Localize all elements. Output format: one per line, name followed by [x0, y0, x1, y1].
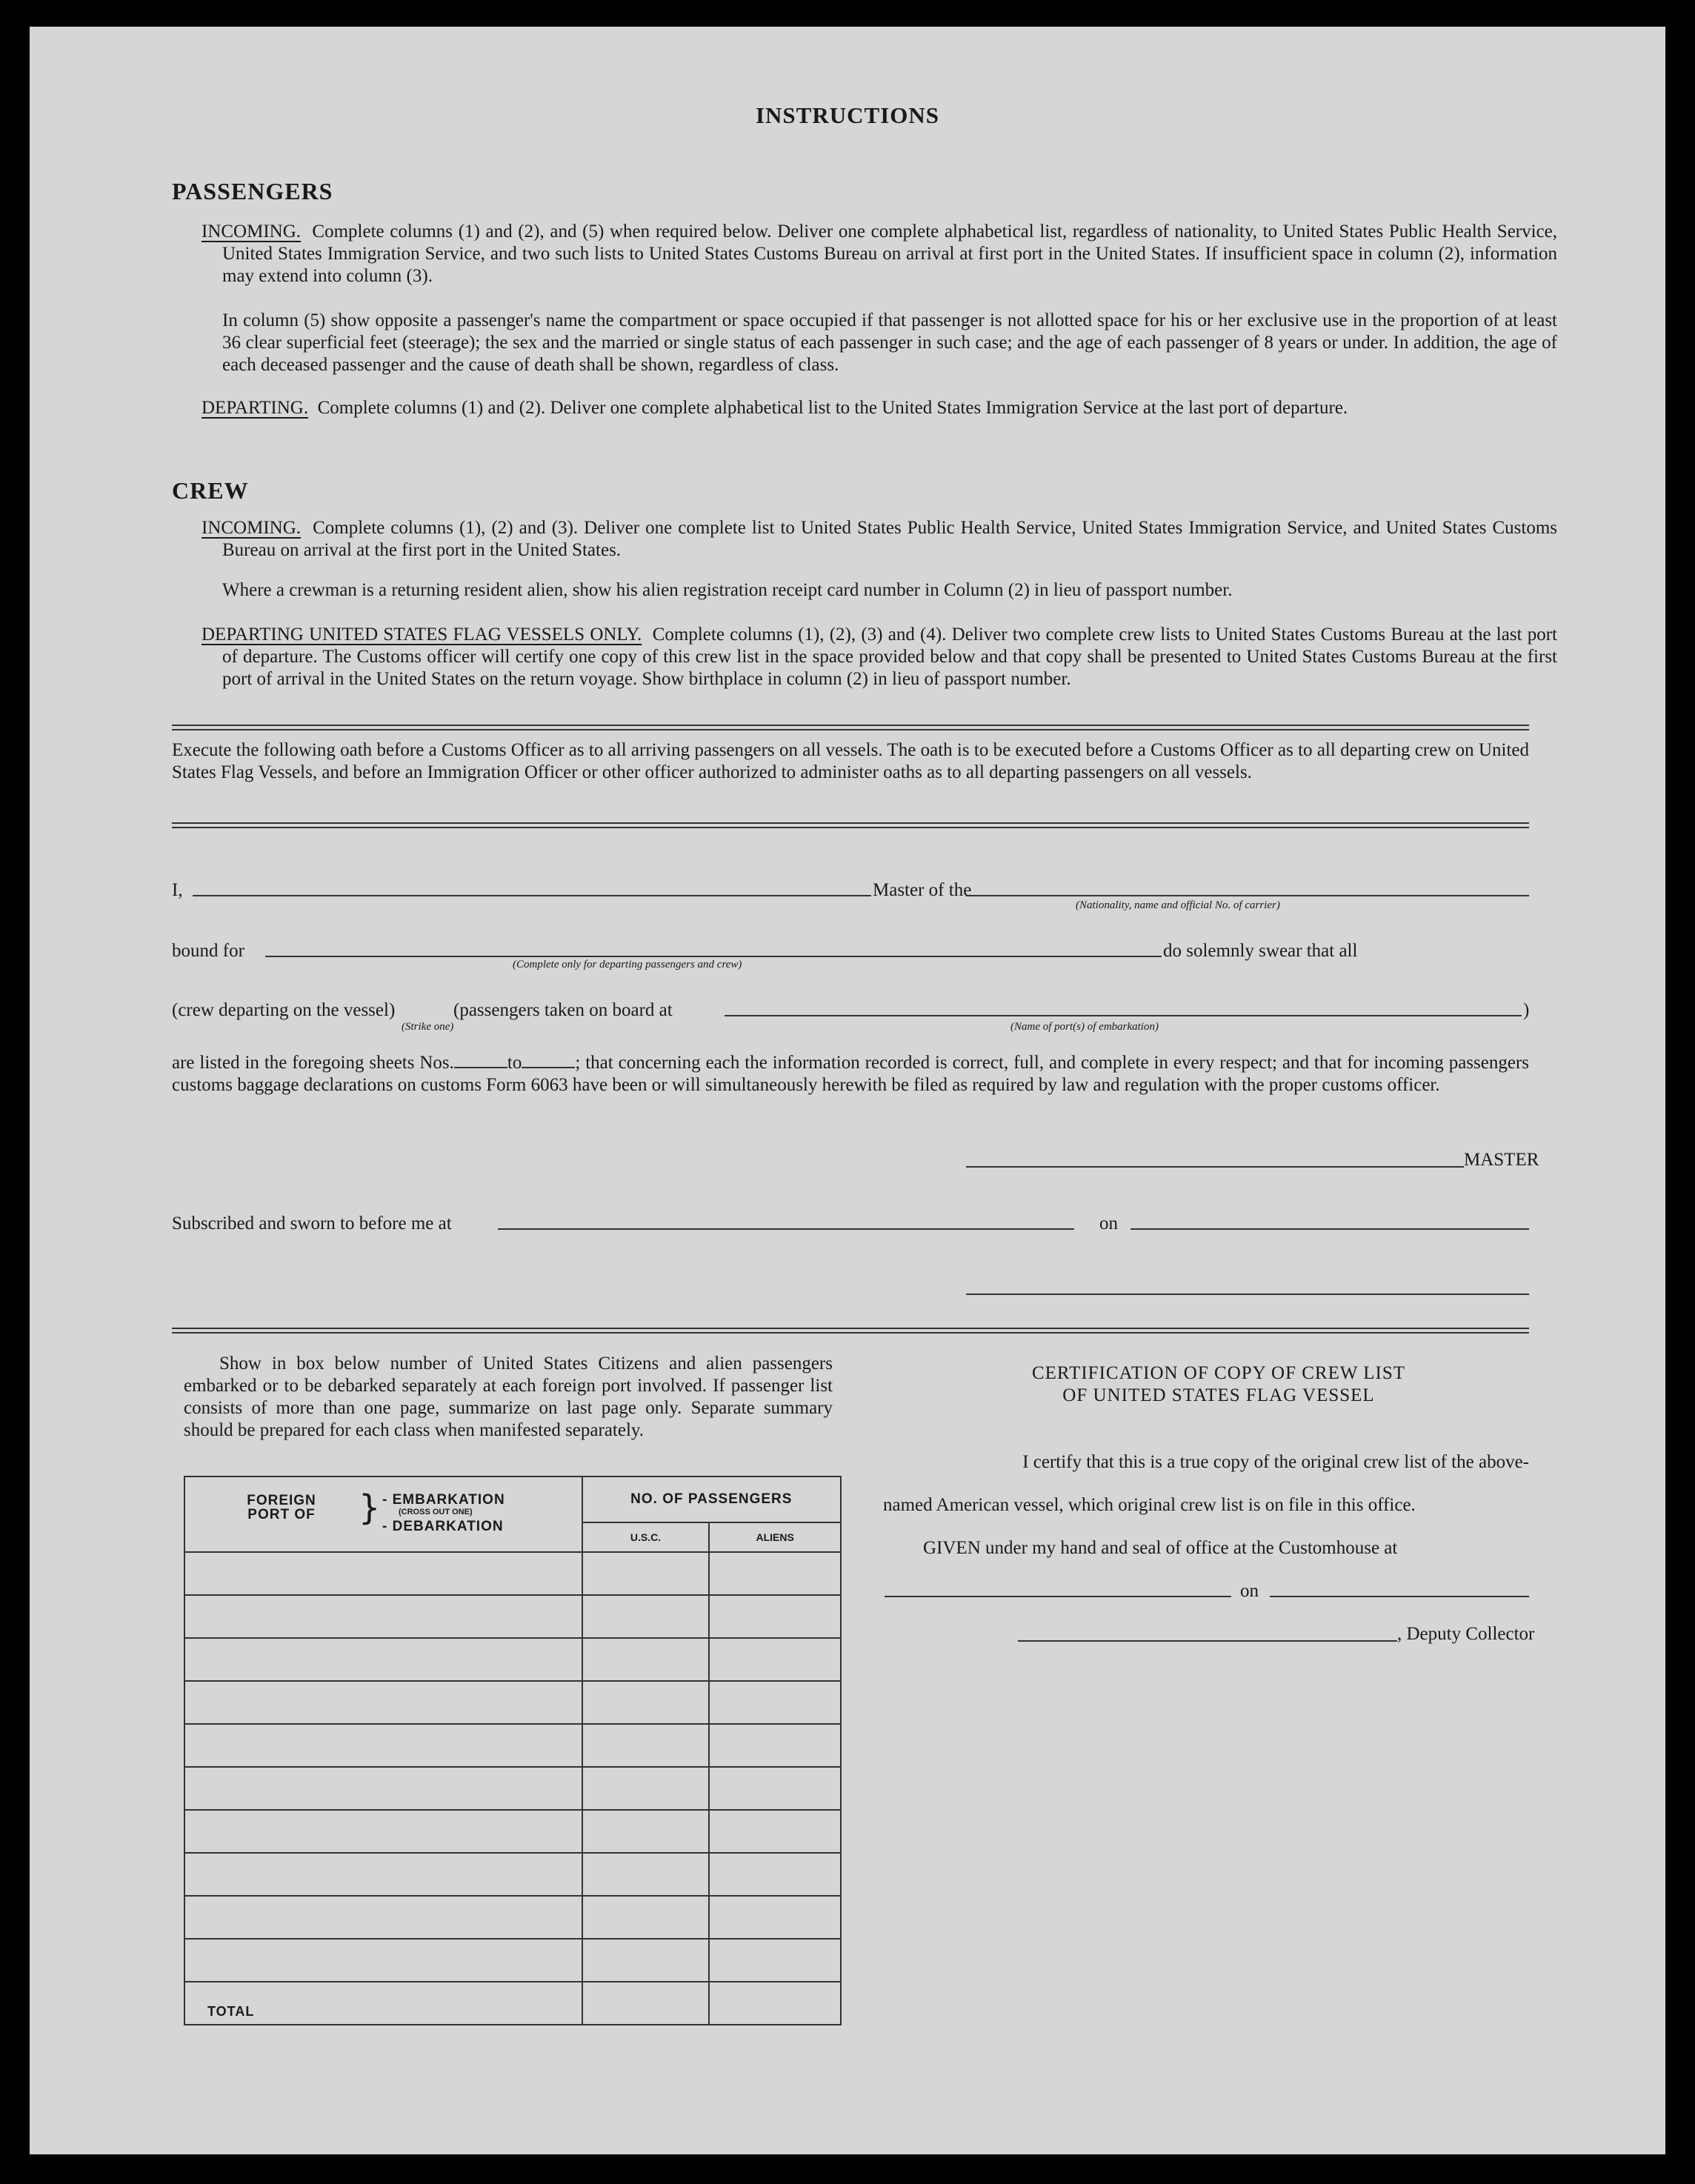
sworn-place-field[interactable]	[498, 1228, 1074, 1230]
foreign-port-label: FOREIGN PORT OF	[247, 1493, 316, 1522]
sworn-on-label: on	[1099, 1213, 1118, 1234]
section-divider	[172, 822, 1529, 828]
embarkation-ports-field[interactable]	[725, 1015, 1522, 1016]
deputy-signature-field[interactable]	[1018, 1640, 1397, 1642]
table-row	[184, 1681, 841, 1724]
passengers-departing-paragraph	[202, 397, 1557, 419]
crew-departing-paragraph	[202, 624, 1557, 690]
master-label: MASTER	[1464, 1150, 1539, 1170]
aliens-cell[interactable]	[709, 1724, 841, 1767]
aliens-total-cell[interactable]	[709, 1982, 841, 2025]
carrier-hint: (Nationality, name and official No. of carrier)	[1076, 899, 1280, 911]
master-name-field[interactable]	[193, 895, 871, 896]
crew-incoming-label: INCOMING.	[202, 518, 302, 538]
bound-for-label: bound for	[172, 941, 244, 961]
ports-hint: (Name of port(s) of embarkation)	[1010, 1021, 1159, 1033]
passengers-incoming-paragraph	[202, 221, 1558, 287]
usc-cell[interactable]	[582, 1552, 710, 1595]
document-page	[30, 27, 1665, 2154]
port-cell[interactable]	[184, 1681, 582, 1724]
carrier-field[interactable]	[966, 895, 1529, 896]
listed-text-to: to	[507, 1053, 522, 1073]
usc-cell[interactable]	[582, 1724, 710, 1767]
table-row	[184, 1810, 841, 1853]
usc-cell[interactable]	[582, 1595, 710, 1638]
usc-cell[interactable]	[582, 1853, 710, 1896]
table-row	[184, 1552, 841, 1595]
table-row	[184, 1638, 841, 1681]
debarkation-label: - DEBARKATION	[382, 1519, 504, 1534]
crew-departing-text: Complete columns (1), (2), (3) and (4). Deliver two complete crew lists to United States Customs Bureau at the last port of departure. The Customs officer will certify one copy of this crew list in the space provided below and that copy shall be presented to United States Customs Bureau at the first port of arrival in the United States on the return voyage. Show birthplace in column (2) in lieu of passport number.	[222, 625, 1557, 689]
usc-cell[interactable]	[582, 1767, 710, 1810]
certification-heading-1: CERTIFICATION OF COPY OF CREW LIST	[1031, 1363, 1406, 1383]
crew-incoming-paragraph	[202, 517, 1558, 562]
passengers-incoming-label: INCOMING.	[202, 222, 302, 242]
brace-glyph: }	[359, 1488, 381, 1528]
aliens-cell[interactable]	[709, 1896, 841, 1939]
bound-for-field[interactable]	[265, 956, 1162, 957]
oath-instruction: Execute the following oath before a Customs Officer as to all arriving passengers on all vessels. The oath is to be executed before a Customs Officer as to all departing crew on United States Flag Vessels, and before an Immigration Officer or other officer authorized to administer oaths as to all departing passengers on all vessels.	[172, 740, 1529, 782]
table-row	[184, 1724, 841, 1767]
master-of-the-label: Master of the	[873, 880, 972, 900]
port-cell[interactable]	[184, 1767, 582, 1810]
customhouse-field[interactable]	[885, 1596, 1231, 1597]
aliens-header: ALIENS	[709, 1522, 841, 1552]
certification-heading-2: OF UNITED STATES FLAG VESSEL	[1062, 1385, 1375, 1405]
port-cell[interactable]	[184, 1896, 582, 1939]
table-row	[184, 1939, 841, 1982]
passengers-taken-option[interactable]: (passengers taken on board at	[453, 1000, 673, 1020]
usc-total-cell[interactable]	[582, 1982, 710, 2025]
port-cell[interactable]	[184, 1810, 582, 1853]
port-cell[interactable]	[184, 1724, 582, 1767]
passengers-count-header: NO. OF PASSENGERS	[582, 1476, 841, 1522]
passengers-heading: PASSENGERS	[172, 178, 333, 204]
passengers-departing-label: DEPARTING.	[202, 398, 309, 418]
passengers-incoming-text: Complete columns (1) and (2), and (5) when required below. Deliver one complete alphabetical list, regardless of nationality, to United States Public Health Service, United States Immigration Service, and two such lists to United States Customs Bureau on arrival at first port in the United States. If insufficient space in column (2), information may extend into column (3).	[222, 222, 1558, 286]
officer-signature-field[interactable]	[966, 1294, 1529, 1295]
passengers-departing-text: Complete columns (1) and (2). Deliver one complete alphabetical list to the United States Immigration Service at the last port of departure.	[317, 398, 1348, 418]
listed-text-a: are listed in the foregoing sheets Nos.	[172, 1053, 454, 1073]
aliens-cell[interactable]	[709, 1595, 841, 1638]
deputy-collector-label: , Deputy Collector	[1397, 1624, 1535, 1644]
subscribed-label: Subscribed and sworn to before me at	[172, 1213, 452, 1234]
section-divider	[172, 1328, 1529, 1334]
crew-departing-option[interactable]: (crew departing on the vessel)	[172, 1000, 396, 1020]
port-cell[interactable]	[184, 1638, 582, 1681]
strike-one-hint: (Strike one)	[402, 1021, 454, 1033]
usc-header: U.S.C.	[582, 1522, 710, 1552]
usc-cell[interactable]	[582, 1638, 710, 1681]
usc-cell[interactable]	[582, 1939, 710, 1982]
summary-instruction: Show in box below number of United States Citizens and alien passengers embarked or to be debarked separately at each foreign port involved. If passenger list consists of more than one page, summarize on last page only. Separate summary should be prepared for each class when manifested separately.	[184, 1354, 833, 1440]
certify-line-1: I certify that this is a true copy of the original crew list of the above-	[1022, 1452, 1529, 1472]
table-row	[184, 1767, 841, 1810]
certify-line-2: named American vessel, which original crew list is on file in this office.	[883, 1495, 1416, 1515]
passenger-summary-table	[184, 1476, 842, 2025]
port-cell[interactable]	[184, 1595, 582, 1638]
aliens-cell[interactable]	[709, 1767, 841, 1810]
usc-cell[interactable]	[582, 1681, 710, 1724]
crew-heading: CREW	[172, 477, 249, 504]
close-paren: )	[1523, 1000, 1530, 1020]
sheet-to-field[interactable]	[522, 1053, 575, 1068]
foreign-port-header	[184, 1476, 582, 1552]
crew-departing-label: DEPARTING UNITED STATES FLAG VESSELS ONLY.	[202, 625, 642, 645]
listed-paragraph	[172, 1052, 1529, 1096]
aliens-cell[interactable]	[709, 1810, 841, 1853]
aliens-cell[interactable]	[709, 1939, 841, 1982]
embarkation-label: - EMBARKATION	[382, 1492, 505, 1508]
cert-date-field[interactable]	[1270, 1596, 1529, 1597]
cert-on-label: on	[1240, 1581, 1259, 1601]
oath-i-label: I,	[172, 880, 183, 900]
certify-line-3: GIVEN under my hand and seal of office at the Customhouse at	[923, 1538, 1398, 1558]
port-cell[interactable]	[184, 1939, 582, 1982]
page-title: INSTRUCTIONS	[755, 102, 939, 128]
usc-cell[interactable]	[582, 1896, 710, 1939]
sworn-date-field[interactable]	[1130, 1228, 1529, 1230]
crew-resident-paragraph: Where a crewman is a returning resident alien, show his alien registration receipt card number in Column (2) in lieu of passport number.	[222, 580, 1233, 600]
port-cell[interactable]	[184, 1853, 582, 1896]
listed-text-b: ; that concerning each the information recorded is correct, full, and complete in every respect; and that for incoming passengers customs baggage declarations on customs Form 6063 have been or will simultaneously herewith be filed as required by law and regulation with the proper customs officer.	[172, 1053, 1529, 1095]
master-signature-field[interactable]	[966, 1166, 1464, 1168]
usc-cell[interactable]	[582, 1810, 710, 1853]
table-row	[184, 1595, 841, 1638]
aliens-cell[interactable]	[709, 1853, 841, 1896]
aliens-cell[interactable]	[709, 1681, 841, 1724]
section-divider	[172, 725, 1529, 730]
sheet-from-field[interactable]	[454, 1053, 507, 1068]
table-row	[184, 1896, 841, 1939]
table-row	[184, 1853, 841, 1896]
passengers-column5-paragraph: In column (5) show opposite a passenger's name the compartment or space occupied if that passenger is not allotted space for his or her exclusive use in the proportion of at least 36 clear superficial feet (steerage); the sex and the married or single status of each passenger in such case; and the age of each passenger of 8 years or under. In addition, the age of each deceased passenger and the cause of death shall be shown, regardless of class.	[222, 310, 1557, 375]
crew-incoming-text: Complete columns (1), (2) and (3). Deliver one complete list to United States Public Health Service, United States Immigration Service, and United States Customs Bureau on arrival at the first port in the United States.	[222, 518, 1558, 560]
aliens-cell[interactable]	[709, 1638, 841, 1681]
aliens-cell[interactable]	[709, 1552, 841, 1595]
bound-for-hint: (Complete only for departing passengers and crew)	[513, 959, 742, 971]
total-row	[184, 1982, 841, 2025]
total-label: TOTAL	[207, 2004, 255, 2019]
port-cell[interactable]	[184, 1552, 582, 1595]
cross-out-label: (CROSS OUT ONE)	[399, 1508, 473, 1517]
swear-text: do solemnly swear that all	[1163, 941, 1358, 961]
